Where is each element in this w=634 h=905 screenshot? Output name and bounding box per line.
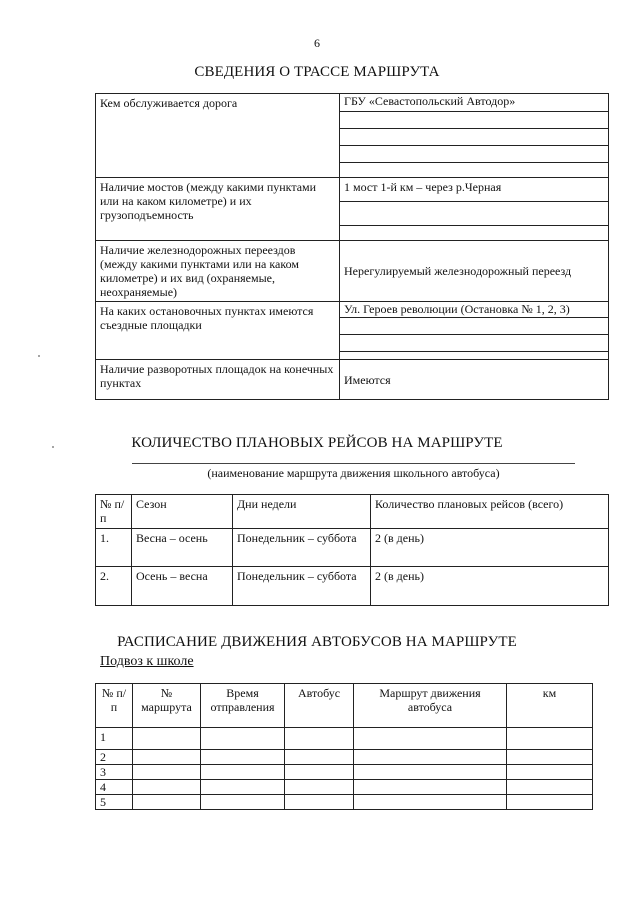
schedule-subtitle: Подвоз к школе [100,654,194,669]
schedule-header: Маршрут движения автобуса [354,684,507,728]
scan-speck [38,355,40,357]
route-info-answer: Нерегулируемый железнодорожный переезд [340,241,609,302]
schedule-row-number: 5 [96,795,133,810]
route-info-question: Наличие разворотных площадок на конечных пунктах [96,360,340,400]
trips-cell: Понедельник – суббота [233,529,371,567]
trips-cell: 2 (в день) [371,529,609,567]
route-name-caption: (наименование маршрута движения школьного автобуса) [207,466,500,480]
table-row [96,728,593,750]
schedule-table [95,683,593,810]
route-info-question: Кем обслуживается дорога [96,94,340,178]
schedule-row-number: 3 [96,765,133,780]
route-info-question: Наличие мостов (между какими пунктами или на каком километре) и их грузоподъемность [96,178,340,241]
scan-speck [52,446,54,448]
schedule-title: РАСПИСАНИЕ ДВИЖЕНИЯ АВТОБУСОВ НА МАРШРУТЕ [117,634,517,650]
route-info-answer: 1 мост 1-й км – через р.Черная [340,178,609,202]
route-info-answer-blank [340,202,609,226]
route-info-answer-blank [340,146,609,163]
route-info-answer: Имеются [340,360,609,400]
page-number: 6 [314,36,320,50]
trips-cell: Весна – осень [132,529,233,567]
route-name-line [132,463,575,464]
route-info-title: СВЕДЕНИЯ О ТРАССЕ МАРШРУТА [194,64,440,80]
route-info-answer-blank [340,163,609,178]
trips-table [95,494,609,606]
route-info-answer-blank [340,318,609,335]
route-info-answer-blank [340,129,609,146]
trips-cell: Понедельник – суббота [233,567,371,606]
trips-cell: 2 (в день) [371,567,609,606]
schedule-row-number: 1 [96,728,133,750]
route-info-answer: ГБУ «Севастопольский Автодор» [340,94,609,112]
schedule-row-number: 2 [96,750,133,765]
trips-header: Дни недели [233,495,371,529]
route-info-question: Наличие железнодорожных переездов (между какими пунктами или на каком километре) и их вид (охраняемые, неохраняемые) [96,241,340,302]
trips-title: КОЛИЧЕСТВО ПЛАНОВЫХ РЕЙСОВ НА МАРШРУТЕ [131,435,503,451]
table-row [96,529,609,567]
schedule-header: Автобус [285,684,354,728]
trips-cell: Осень – весна [132,567,233,606]
table-row [96,765,593,780]
schedule-header: № п/п [96,684,133,728]
trips-cell: 2. [96,567,132,606]
schedule-header: км [507,684,593,728]
schedule-header: Время отправления [201,684,285,728]
trips-header: № п/п [96,495,132,529]
table-row [96,567,609,606]
trips-cell: 1. [96,529,132,567]
route-info-table [95,93,609,400]
trips-header: Количество плановых рейсов (всего) [371,495,609,529]
table-row [96,750,593,765]
schedule-row-number: 4 [96,780,133,795]
route-info-answer-blank [340,335,609,352]
route-info-answer-blank [340,352,609,360]
route-info-answer-blank [340,226,609,241]
route-info-answer-blank [340,112,609,129]
table-row [96,780,593,795]
schedule-header: № маршрута [133,684,201,728]
route-info-answer: Ул. Героев революции (Остановка № 1, 2, 3) [340,302,609,318]
route-info-question: На каких остановочных пунктах имеются съездные площадки [96,302,340,360]
trips-header: Сезон [132,495,233,529]
table-row [96,795,593,810]
